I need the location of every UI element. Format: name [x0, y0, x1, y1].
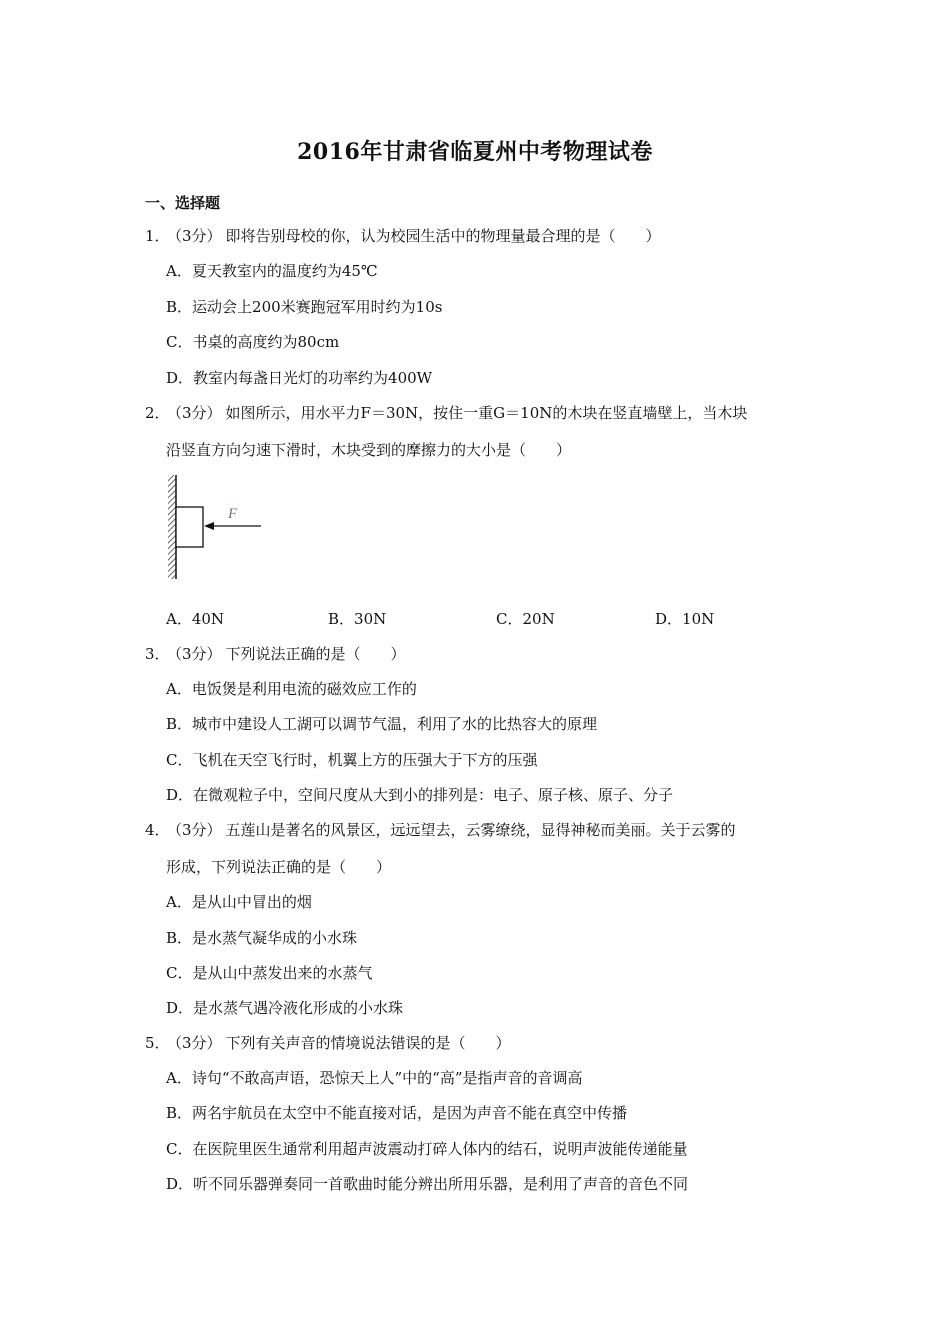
option-1a: A．夏天教室内的温度约为45℃ [166, 262, 378, 280]
option-5b: B．两名宇航员在太空中不能直接对话，是因为声音不能在真空中传播 [166, 1104, 628, 1122]
option-3a: A．电饭煲是利用电流的磁效应工作的 [166, 680, 417, 698]
option-5d: D．听不同乐器弹奏同一首歌曲时能分辨出所用乐器，是利用了声音的音色不同 [166, 1175, 689, 1193]
force-arrow-head [204, 522, 214, 530]
question-text: 即将告别母校的你，认为校园生活中的物理量最合理的是（ ） [225, 227, 661, 245]
question-2 [145, 403, 747, 423]
question-number: 2． [145, 404, 170, 422]
option-1b: B．运动会上200米赛跑冠军用时约为10s [166, 298, 443, 316]
wall-hatching [168, 475, 176, 579]
option-4d: D．是水蒸气遇冷液化形成的小水珠 [166, 999, 404, 1017]
option-5a: A．诗句“不敢高声语，恐惊天上人”中的“高”是指声音的音调高 [166, 1069, 583, 1087]
option-4c: C．是从山中蒸发出来的水蒸气 [166, 964, 373, 982]
option-5c: C．在医院里医生通常利用超声波震动打碎人体内的结石，说明声波能传递能量 [166, 1140, 688, 1158]
question-number: 5． [145, 1034, 170, 1052]
section-heading: 一、选择题 [145, 194, 221, 212]
question-1 [145, 226, 661, 246]
question-points: （3分） [167, 645, 222, 663]
option-2a: A．40N [166, 610, 225, 628]
question-4 [145, 820, 736, 840]
question-points: （3分） [167, 404, 222, 422]
question-4-continued: 形成，下列说法正确的是（ ） [166, 858, 392, 876]
question-text: 下列有关声音的情境说法错误的是（ ） [225, 1034, 511, 1052]
option-1c: C．书桌的高度约为80cm [166, 333, 340, 351]
question-points: （3分） [167, 821, 222, 839]
option-4a: A．是从山中冒出的烟 [166, 893, 312, 911]
question-2-options [166, 608, 766, 628]
page-title: 2016年甘肃省临夏州中考物理试卷 [297, 139, 653, 165]
question-5 [145, 1033, 511, 1053]
question-number: 4． [145, 821, 170, 839]
option-3d: D．在微观粒子中，空间尺度从大到小的排列是：电子、原子核、原子、分子 [166, 786, 674, 804]
wooden-block [176, 507, 203, 547]
option-4b: B．是水蒸气凝华成的小水珠 [166, 929, 358, 947]
force-label: F [228, 506, 238, 522]
question-text: 下列说法正确的是（ ） [225, 645, 406, 663]
question-3 [145, 644, 406, 664]
question-text: 五莲山是著名的风景区，远远望去，云雾缭绕，显得神秘而美丽。关于云雾的 [225, 821, 736, 839]
option-3b: B．城市中建设人工湖可以调节气温，利用了水的比热容大的原理 [166, 715, 598, 733]
question-2-continued: 沿竖直方向匀速下滑时，木块受到的摩擦力的大小是（ ） [166, 441, 572, 459]
question-number: 1． [145, 227, 170, 245]
question-text: 如图所示，用水平力F＝30N，按住一重G＝10N的木块在竖直墙壁上，当木块 [225, 404, 748, 422]
question-number: 3． [145, 645, 170, 663]
option-2b: B．30N [328, 610, 387, 628]
question-points: （3分） [167, 227, 222, 245]
option-1d: D．教室内每盏日光灯的功率约为400W [166, 369, 433, 387]
question-points: （3分） [167, 1034, 222, 1052]
option-3c: C．飞机在天空飞行时，机翼上方的压强大于下方的压强 [166, 751, 538, 769]
option-2d: D．10N [655, 610, 715, 628]
force-diagram-figure [150, 470, 280, 585]
option-2c: C．20N [496, 610, 555, 628]
